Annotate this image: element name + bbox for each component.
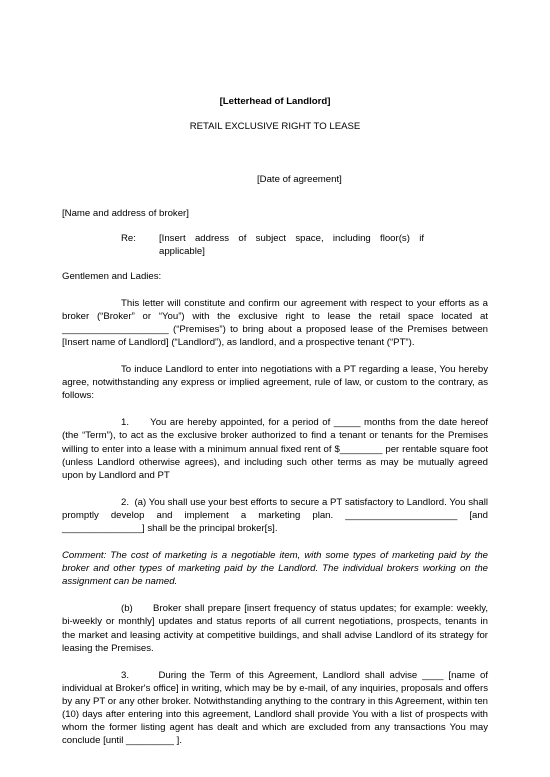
broker-address: [Name and address of broker] xyxy=(62,208,189,220)
paragraph-2a: 2. (a) You shall use your best efforts to secure a PT satisfactory to Landlord. You shall promptly develop and implement a marketing plan. _____________________ [and _______________] shall be the principal broker[s]. xyxy=(62,496,488,534)
agreement-date: [Date of agreement] xyxy=(257,174,342,186)
re-text: [Insert address of subject space, including floor(s) if applicable] xyxy=(159,233,424,258)
document-title: RETAIL EXCLUSIVE RIGHT TO LEASE xyxy=(189,121,361,133)
paragraph-2b: (b) Broker shall prepare [insert frequency of status updates; for example: weekly, bi-weekly or monthly] updates and status reports of all current negotiations, prospects, tenants in the market and leasing activity at competitive buildings, and shall advise Landlord of its strategy for leasing the Premises. xyxy=(62,603,488,654)
letterhead: [Letterhead of Landlord] xyxy=(219,96,331,107)
paragraph-inducement: To induce Landlord to enter into negotiations with a PT regarding a lease, You hereby agree, notwithstanding any express or implied agreement, rule of law, or custom to the contrary, as follows: xyxy=(62,364,488,402)
paragraph-1: 1. You are hereby appointed, for a period of _____ months from the date hereof (the “Term”), to act as the exclusive broker authorized to find a tenant or tenants for the Premises willing to enter into a lease with a minimum annual fixed rent of $________ per rentable square foot (unless Landlord otherwise agrees), and including such other terms as may be mutually agreed upon by Landlord and PT xyxy=(62,417,488,481)
re-label: Re: xyxy=(121,233,136,245)
comment-note: Comment: The cost of marketing is a negotiable item, with some types of marketing paid by the broker and other types of marketing paid by the Landlord. The individual brokers working on the assignment can be named. xyxy=(62,550,488,588)
paragraph-intro: This letter will constitute and confirm our agreement with respect to your efforts as a broker (“Broker” or “You”) with the exclusive right to lease the retail space located at ____________________ (“Premises”) to bring about a proposed lease of the Premises between [Insert name of Landlord] (“Landlord”), as landlord, and a prospective tenant (“PT”). xyxy=(62,297,488,348)
re-line xyxy=(62,232,488,258)
salutation: Gentlemen and Ladies: xyxy=(62,270,162,282)
paragraph-3: 3. During the Term of this Agreement, Landlord shall advise ____ [name of individual at Broker's office] in writing, which may be by e-mail, of any inquiries, proposals and offers by any PT or any other broker. Notwithstanding anything to the contrary in this Agreement, within ten (10) days after entering into this agreement, Landlord shall provide You with a list of prospects with whom the former listing agent has dealt and which are excluded from any transactions You may conclude [until _________ ]. xyxy=(62,669,488,747)
